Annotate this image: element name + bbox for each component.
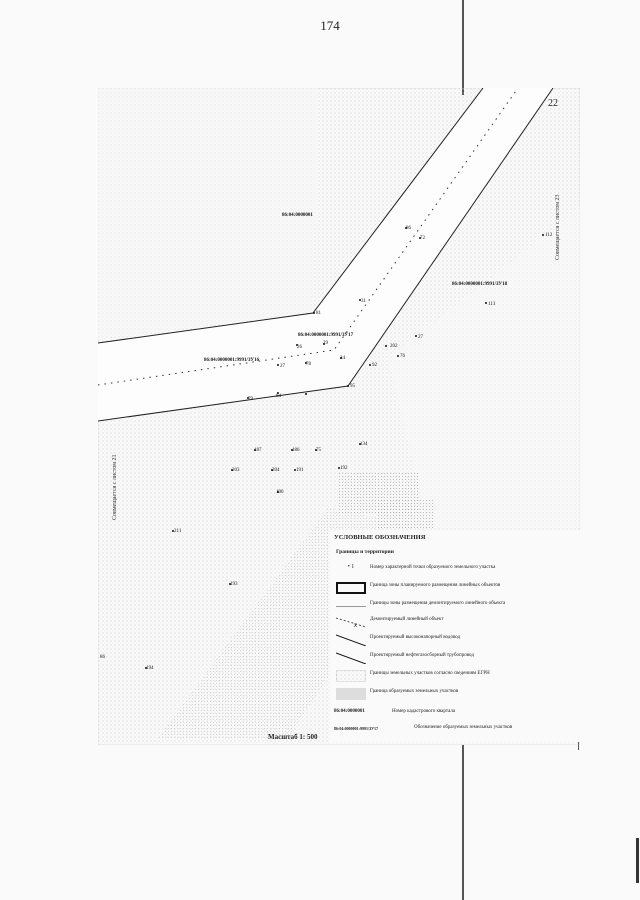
point-label: 203 bbox=[232, 468, 240, 473]
legend-item-oil-pipeline bbox=[330, 650, 580, 666]
left-edge-label: 86 bbox=[100, 655, 105, 660]
legend-item-text: Граница зоны планируемого размещения линейных объектов bbox=[370, 583, 501, 588]
point-label: 194 bbox=[146, 666, 154, 671]
legend-item-text: Границы зоны размещения демонтируемого линейного объекта bbox=[370, 601, 506, 606]
point-label: 112 bbox=[545, 233, 553, 238]
parcel-label-zu17: 86:04:0000001:9991/ЗУ17 bbox=[298, 333, 354, 338]
legend-title: УСЛОВНЫЕ ОБОЗНАЧЕНИЯ bbox=[334, 534, 426, 541]
legend-item-quarter-number bbox=[330, 706, 580, 722]
legend-item-zone-planned bbox=[330, 580, 580, 596]
point-label: 75 bbox=[316, 448, 321, 453]
point-label: 84 bbox=[276, 394, 281, 399]
point-label: 202 bbox=[390, 344, 398, 349]
point-label: 95 bbox=[350, 384, 355, 389]
page-number: 174 bbox=[320, 18, 340, 33]
point-label: 92 bbox=[372, 363, 377, 368]
right-corner-mark bbox=[636, 838, 639, 883]
point-marker-icon: • 1 bbox=[347, 564, 355, 570]
parcel-code-sample: 86:04:0000001:9991/ЗУ17 bbox=[334, 726, 379, 731]
point-label: 186 bbox=[292, 448, 300, 453]
point-label: 31 bbox=[361, 299, 366, 304]
point-label: 211 bbox=[174, 529, 182, 534]
legend-item-zone-dismantled bbox=[330, 598, 580, 614]
legend-item-point bbox=[330, 562, 580, 578]
legend-item-text: Номер характерной точки образуемого земельного участка bbox=[370, 565, 496, 570]
dashed-x-line-icon bbox=[336, 616, 366, 628]
thin-line-icon bbox=[336, 606, 366, 607]
legend-item-formed-parcels bbox=[330, 686, 580, 702]
point-label: 72 bbox=[420, 236, 425, 241]
point-label: 191 bbox=[296, 468, 304, 473]
binding-line-top bbox=[462, 0, 464, 95]
parcel-label-zu16: 86:04:0000001:9991/ЗУ16 bbox=[204, 358, 260, 363]
map-legend bbox=[330, 530, 580, 742]
dotted-fill-icon bbox=[336, 688, 366, 700]
point-label: 204 bbox=[272, 468, 280, 473]
legend-item-parcel-designation bbox=[330, 722, 580, 738]
point-label: 193 bbox=[230, 582, 238, 587]
legend-item-text: Проектируемый высоконапорный водовод bbox=[370, 635, 461, 640]
legend-item-text: Обозначение образуемых земельных участков bbox=[414, 725, 513, 730]
point-label: 190 bbox=[276, 490, 284, 495]
legend-item-text: Проектируемый нефтегазосборный трубопровод bbox=[370, 653, 474, 658]
dotted-box-icon bbox=[336, 670, 366, 682]
map-scale: Масштаб 1: 500 bbox=[268, 733, 318, 741]
point-label: 78 bbox=[306, 362, 311, 367]
point-label: 76 bbox=[400, 354, 405, 359]
cadastral-quarter-label: 86:04:0000001 bbox=[282, 213, 313, 218]
point-label: 26 bbox=[297, 345, 302, 350]
point-label: 192 bbox=[340, 466, 348, 471]
svg-text:x: x bbox=[354, 623, 357, 628]
point-label: 113 bbox=[488, 302, 496, 307]
point-label: 134 bbox=[360, 442, 368, 447]
diagonal-line-icon bbox=[336, 634, 366, 646]
legend-item-text: Границы земельных участков согласно сведениям ЕГРН bbox=[370, 671, 490, 676]
point-label: 86 bbox=[406, 226, 411, 231]
legend-item-dismantled-object bbox=[330, 614, 580, 630]
legend-item-text: Номер кадастрового квартала bbox=[392, 709, 456, 714]
sheet-number: 22 bbox=[548, 98, 558, 109]
thick-box-icon bbox=[336, 582, 366, 594]
diagonal-line-icon bbox=[336, 652, 366, 664]
point-label: 24 bbox=[340, 356, 345, 361]
legend-item-text: Граница образуемых земельных участков bbox=[370, 689, 459, 694]
legend-item-text: Демонтируемый линейный объект bbox=[370, 617, 444, 622]
legend-subtitle: Границы и территории bbox=[336, 549, 394, 555]
binding-line-bottom bbox=[462, 745, 464, 900]
adjoining-sheet-note-right: Совмещается с листом 23 bbox=[555, 194, 561, 260]
quarter-code-sample: 86:04:0000001 bbox=[334, 709, 365, 714]
point-label: 27 bbox=[280, 364, 285, 369]
point-label: 29 bbox=[323, 341, 328, 346]
legend-item-water-pipeline bbox=[330, 632, 580, 648]
parcel-label-zu18: 86:04:0000001:9991/ЗУ18 bbox=[452, 282, 508, 287]
point-label: 27 bbox=[418, 335, 423, 340]
adjoining-sheet-note-left: Совмещается с листом 21 bbox=[112, 454, 118, 520]
legend-item-egrn-parcels bbox=[330, 668, 580, 684]
point-label: 79 bbox=[248, 397, 253, 402]
point-label: 187 bbox=[254, 448, 262, 453]
point-label: 81 bbox=[316, 311, 321, 316]
